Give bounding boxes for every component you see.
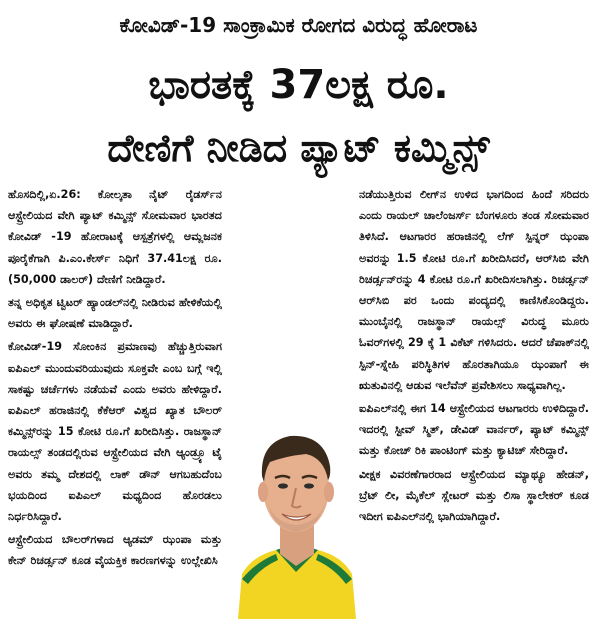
- eye-right: [304, 483, 314, 488]
- right-paragraph-1: ನಡೆಯುತ್ತಿರುವ ಲೀಗ್‌ನ ಉಳಿದ ಭಾಗದಿಂದ ಹಿಂದೆ ಸರಿದರು ಎಂದು ರಾಯಲ್ ಚಾಲೆಂಜರ್ಸ್ ಬೆಂಗಳೂರು ತಂಡ ಸೋಮವಾರ ತಿಳಿಸಿದೆ. ಆಟಗಾರರ ಹರಾಜಿನಲ್ಲಿ ಲೆಗ್ ಸ್ಪಿನ್ನರ್ ಝಂಪಾ ಅವರನ್ನು 1.5 ಕೋಟಿ ರೂ.ಗೆ ಖರೀದಿಸಿದರೆ, ಆರ್‌ಸಿಬಿ ವೇಗಿ ರಿಚರ್ಡ್ಸನ್‌ರನ್ನು 4 ಕೋಟಿ ರೂ.ಗೆ ಖರೀದಿಸಲಾಗಿತ್ತು. ರಿಚರ್ಡ್ಸನ್ ಆರ್‌ಸಿಬಿ ಪರ ಒಂದು ಪಂದ್ಯದಲ್ಲಿ ಕಾಣಿಸಿಕೊಂಡಿದ್ದರು. ಮುಂಬೈನಲ್ಲಿ ರಾಜಸ್ಥಾನ್ ರಾಯಲ್ಸ್ ವಿರುದ್ಧ ಮೂರು ಓವರ್‌ಗಳಲ್ಲಿ 29 ಕ್ಕೆ 1 ವಿಕೆಟ್ ಗಳಿಸಿದರು. ಆದರೆ ಚೆಪಾಕ್‌ನಲ್ಲಿ ಸ್ಪಿನ್-ಸ್ನೇಹಿ ಪರಿಸ್ಥಿತಿಗಳ ಹೊರತಾಗಿಯೂ ಝಂಪಾಗೆ ಈ ಋತುವಿನಲ್ಲಿ ಆಡುವ ಇಲೆವೆನ್ ಪ್ರವೇಶಿಸಲು ಸಾಧ್ಯವಾಗಿಲ್ಲ.: [359, 188, 589, 392]
- main-headline-line-1: ಭಾರತಕ್ಕೆ 37ಲಕ್ಷ ರೂ.: [148, 62, 449, 108]
- left-paragraph-2: ತನ್ನ ಅಧಿಕೃತ ಟ್ವಿಟರ್ ಹ್ಯಾಂಡಲ್‌ನಲ್ಲಿ ನೀಡಿರುವ ಹೇಳಿಕೆಯಲ್ಲಿ ಅವರು ಈ ಘೋಷಣೆ ಮಾಡಿದ್ದಾರೆ.: [8, 296, 222, 331]
- left-paragraph-3: ಕೋವಿಡ್-19 ಸೋಂಕಿನ ಪ್ರಮಾಣವು ಹೆಚ್ಚುತ್ತಿರುವಾಗ ಐಪಿಎಲ್ ಮುಂದುವರಿಯುವುದು ಸೂಕ್ತವೇ ಎಂಬ ಬಗ್ಗೆ ಇಲ್ಲಿ ಸಾಕಷ್ಟು ಚರ್ಚೆಗಳು ನಡೆಯವೆ ಎಂದು ಅವರು ಹೇಳಿದ್ದಾರೆ. ಐಪಿಎಲ್ ಹರಾಜಿನಲ್ಲಿ ಕೆಕೆಆರ್ ವಿಶ್ವದ ಖ್ಯಾತ ಬೌಲರ್ ಕಮ್ಮಿನ್ಸ್‌ರನ್ನು 15 ಕೋಟಿ ರೂ.ಗೆ ಖರೀದಿಸಿತ್ತು. ರಾಜಸ್ಥಾನ್ ರಾಯಲ್ಸ್ ತಂಡದಲ್ಲಿರುವ ಆಸ್ಟ್ರೇಲಿಯದ ವೇಗಿ ಆ್ಯಂಡ್ರ್ಯೂ ಟೈ ಅವರು ತಮ್ಮ ದೇಶದಲ್ಲಿ ಲಾಕ್ ಡೌನ್ ಆಗಬಹುದೆಂಬ ಭಯದಿಂದ ಐಪಿಎಲ್ ಮಧ್ಯದಿಂದ ಹೊರಡಲು ನಿರ್ಧರಿಸಿದ್ದಾರೆ.: [8, 340, 222, 524]
- ear-right: [324, 482, 334, 502]
- right-paragraph-2: ಐಪಿಎಲ್‌ನಲ್ಲಿ ಈಗ 14 ಆಸ್ಟ್ರೇಲಿಯದ ಆಟಗಾರರು ಉಳಿದಿದ್ದಾರೆ. ಇದರಲ್ಲಿ ಸ್ಟೀವ್ ಸ್ಮಿತ್, ಡೇವಿಡ್ ವಾರ್ನರ್, ಪ್ಯಾಟ್ ಕಮ್ಮಿನ್ಸ್ ಮತ್ತು ಕೋಚ್ ರಿಕಿ ಪಾಂಟಿಂಗ್ ಮತ್ತು ಕ್ಯಾಟಿಚ್ ಸೇರಿದ್ದಾರೆ.: [359, 402, 589, 458]
- ear-left: [258, 482, 268, 502]
- player-photo: [232, 404, 360, 619]
- eye-left: [278, 483, 288, 488]
- right-paragraph-3: ವೀಕ್ಷಕ ವಿವರಣೆಗಾರರಾದ ಆಸ್ಟ್ರೇಲಿಯದ ಮ್ಯಾಥ್ಯೂ ಹೇಡನ್, ಬ್ರೆಟ್ ಲೀ, ಮೈಕೆಲ್ ಸ್ಲೇಟರ್ ಮತ್ತು ಲಿಸಾ ಸ್ಥಾಲೇಕರ್ ಕೂಡ ಇದೀಗ ಐಪಿಎಲ್‌ನಲ್ಲಿ ಭಾಗಿಯಾಗಿದ್ದಾರೆ.: [359, 467, 589, 524]
- left-paragraph-4: ಆಸ್ಟ್ರೇಲಿಯದ ಬೌಲರ್‌ಗಳಾದ ಆ್ಯಡಮ್ ಝಂಪಾ ಮತ್ತು ಕೇನ್ ರಿಚರ್ಡ್ಸನ್ ಕೂಡ ವೈಯಕ್ತಿಕ ಕಾರಣಗಳನ್ನು ಉಲ್ಲೇಖಿಸಿ: [8, 533, 222, 568]
- main-headline-line-2: ದೇಣಿಗೆ ನೀಡಿದ ಪ್ಯಾಟ್ ಕಮ್ಮಿನ್ಸ್: [107, 126, 490, 170]
- left-paragraph-1: ಹೊಸದಿಲ್ಲಿ,ಏ.26: ಕೋಲ್ಕತಾ ನೈಟ್ ರೈಡರ್ಸ್‌ನ ಆಸ್ಟ್ರೇಲಿಯದ ವೇಗಿ ಪ್ಯಾಟ್ ಕಮ್ಮಿನ್ಸ್ ಸೋಮವಾರ ಭಾರತದ ಕೋವಿಡ್ -19 ಹೋರಾಟಕ್ಕೆ ಆಸ್ಪತ್ರೆಗಳಲ್ಲಿ ಆಮ್ಲಜನಕ ಪೂರೈಕೆಗಾಗಿ ಪಿ.ಎಂ.ಕೇರ್ಸ್ ನಿಧಿಗೆ 37.41ಲಕ್ಷ ರೂ. (50,000 ಡಾಲರ್) ದೇಣಿಗೆ ನೀಡಿದ್ದಾರೆ.: [8, 188, 222, 286]
- kicker-headline: ಕೋವಿಡ್-19 ಸಾಂಕ್ರಾಮಿಕ ರೋಗದ ವಿರುದ್ಧ ಹೋರಾಟ: [119, 13, 478, 37]
